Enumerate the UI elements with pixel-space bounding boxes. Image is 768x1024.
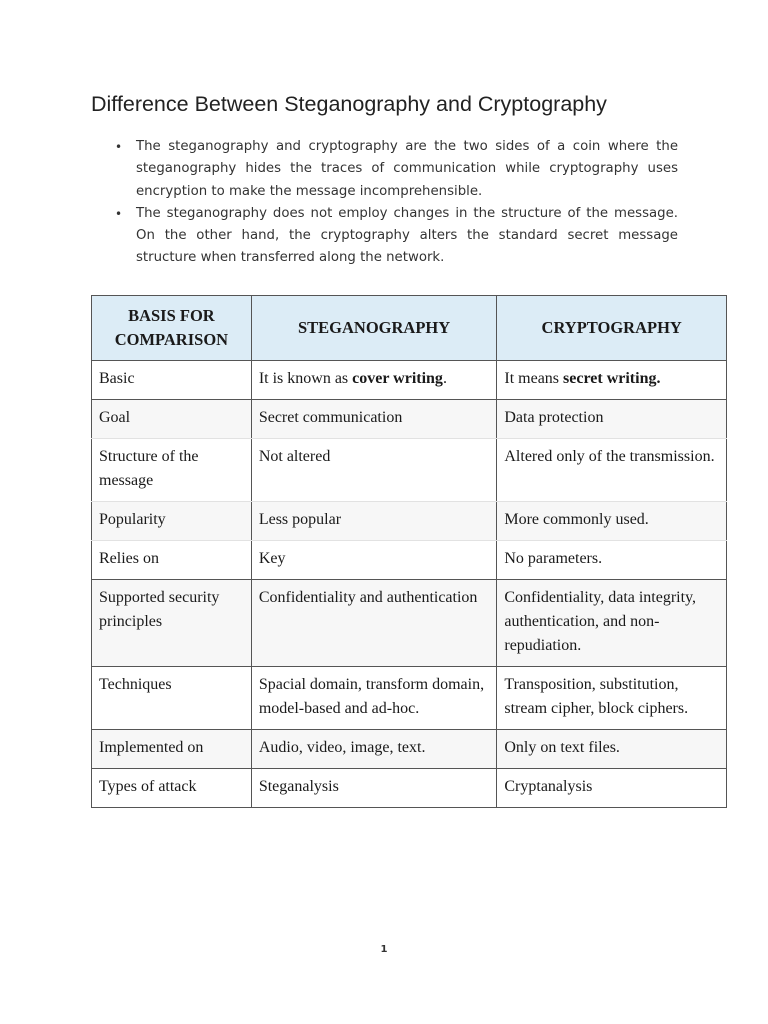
table-row [92, 439, 727, 502]
basis-cell: Techniques [92, 667, 252, 730]
basis-cell: Relies on [92, 541, 252, 580]
cryptography-cell: No parameters. [497, 541, 727, 580]
cryptography-cell: Data protection [497, 400, 727, 439]
bullet-list [112, 136, 678, 270]
comparison-table [91, 295, 727, 808]
basis-cell: Types of attack [92, 769, 252, 808]
cryptography-cell: Transposition, substitution, stream cipher, block ciphers. [497, 667, 727, 730]
table-row [92, 769, 727, 808]
bullet-text: The steganography does not employ changes in the structure of the message. On the other hand, the cryptography alters the standard secret message structure when transferred along the network. [136, 205, 678, 266]
bullet-icon: • [115, 206, 123, 221]
table-row [92, 502, 727, 541]
cryptography-cell: Confidentiality, data integrity, authentication, and non-repudiation. [497, 580, 727, 667]
cell-bold-text: cover writing [352, 370, 443, 387]
steganography-cell: Key [251, 541, 497, 580]
steganography-cell: Steganalysis [251, 769, 497, 808]
basis-cell: Goal [92, 400, 252, 439]
steganography-cell: Confidentiality and authentication [251, 580, 497, 667]
table-row [92, 361, 727, 400]
table-header-row [92, 296, 727, 361]
cell-bold-text: secret writing. [563, 370, 661, 387]
table-row [92, 730, 727, 769]
header-steganography: STEGANOGRAPHY [251, 296, 497, 361]
table-row [92, 541, 727, 580]
page-title: Difference Between Steganography and Cryptography [91, 92, 607, 116]
table-row [92, 400, 727, 439]
steganography-cell: Not altered [251, 439, 497, 502]
page-number: 1 [380, 944, 388, 955]
bullet-icon: • [115, 140, 123, 154]
cryptography-cell [497, 361, 727, 400]
basis-cell: Popularity [92, 502, 252, 541]
list-item [112, 203, 678, 270]
steganography-cell: Less popular [251, 502, 497, 541]
steganography-cell: Secret communication [251, 400, 497, 439]
cryptography-cell: More commonly used. [497, 502, 727, 541]
cryptography-cell: Altered only of the transmission. [497, 439, 727, 502]
table-row [92, 580, 727, 667]
cell-text: It is known as [258, 370, 353, 387]
steganography-cell [251, 361, 497, 400]
basis-cell: Basic [92, 361, 252, 400]
bullet-text: The steganography and cryptography are the two sides of a coin where the steganography hides the traces of communication while cryptography uses encryption to make the message incomprehensible. [136, 139, 678, 199]
basis-cell: Implemented on [92, 730, 252, 769]
cryptography-cell: Only on text files. [497, 730, 727, 769]
cryptography-cell: Cryptanalysis [497, 769, 727, 808]
steganography-cell: Audio, video, image, text. [251, 730, 497, 769]
header-basis: BASIS FOR COMPARISON [92, 296, 252, 361]
steganography-cell: Spacial domain, transform domain, model-based and ad-hoc. [251, 667, 497, 730]
cell-text: . [442, 370, 447, 387]
table-row [92, 667, 727, 730]
basis-cell: Supported security principles [92, 580, 252, 667]
list-item [112, 136, 678, 203]
header-cryptography: CRYPTOGRAPHY [497, 296, 727, 361]
basis-cell: Structure of the message [92, 439, 252, 502]
cell-text: It means [504, 370, 564, 387]
